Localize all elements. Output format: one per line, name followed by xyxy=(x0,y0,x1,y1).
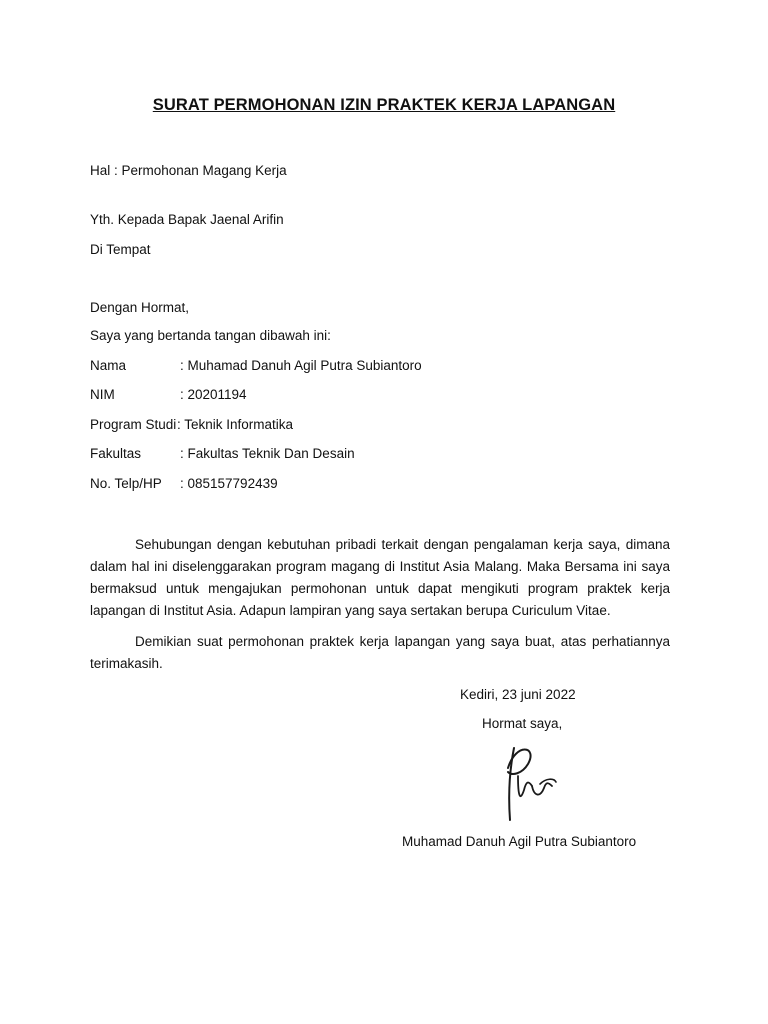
field-label-program-studi: Program Studi xyxy=(90,417,177,432)
field-value-telp: : 085157792439 xyxy=(180,476,278,491)
field-label-fakultas: Fakultas xyxy=(90,446,142,461)
greeting: Dengan Hormat, xyxy=(90,300,190,315)
field-label-telp: No. Telp/HP xyxy=(90,476,162,491)
field-value-nim: : 20201194 xyxy=(180,387,247,402)
body-paragraph-2: Demikian suat permohonan praktek kerja lapangan yang saya buat, atas perhatiannya terimakasih. xyxy=(90,634,670,671)
intro-line: Saya yang bertanda tangan dibawah ini: xyxy=(90,328,331,343)
location-line: Di Tempat xyxy=(90,242,151,257)
field-label-nama: Nama xyxy=(90,358,127,373)
field-value-fakultas: : Fakultas Teknik Dan Desain xyxy=(180,446,355,461)
field-value-nama: : Muhamad Danuh Agil Putra Subiantoro xyxy=(180,358,422,373)
recipient-line: Yth. Kepada Bapak Jaenal Arifin xyxy=(90,212,284,227)
letter-title: SURAT PERMOHONAN IZIN PRAKTEK KERJA LAPANGAN xyxy=(152,96,616,114)
subject-line: Hal : Permohonan Magang Kerja xyxy=(90,163,287,178)
signer-name: Muhamad Danuh Agil Putra Subiantoro xyxy=(402,834,637,849)
field-label-nim: NIM xyxy=(90,387,115,402)
field-value-program-studi: : Teknik Informatika xyxy=(177,417,294,432)
body-paragraph-1: Sehubungan dengan kebutuhan pribadi terkait dengan pengalaman kerja saya, dimana dalam hal ini diselenggarakan program magang di Institut Asia Malang. Maka Bersama ini saya bermaksud untuk mengajukan permohonan untuk dapat mengikuti program praktek kerja lapangan di Institut Asia. Adapun lampiran yang saya sertakan berupa Curiculum Vitae. xyxy=(90,537,670,618)
closing-line: Hormat saya, xyxy=(482,716,563,731)
handwritten-signature-icon xyxy=(494,738,564,826)
place-date: Kediri, 23 juni 2022 xyxy=(460,687,576,702)
